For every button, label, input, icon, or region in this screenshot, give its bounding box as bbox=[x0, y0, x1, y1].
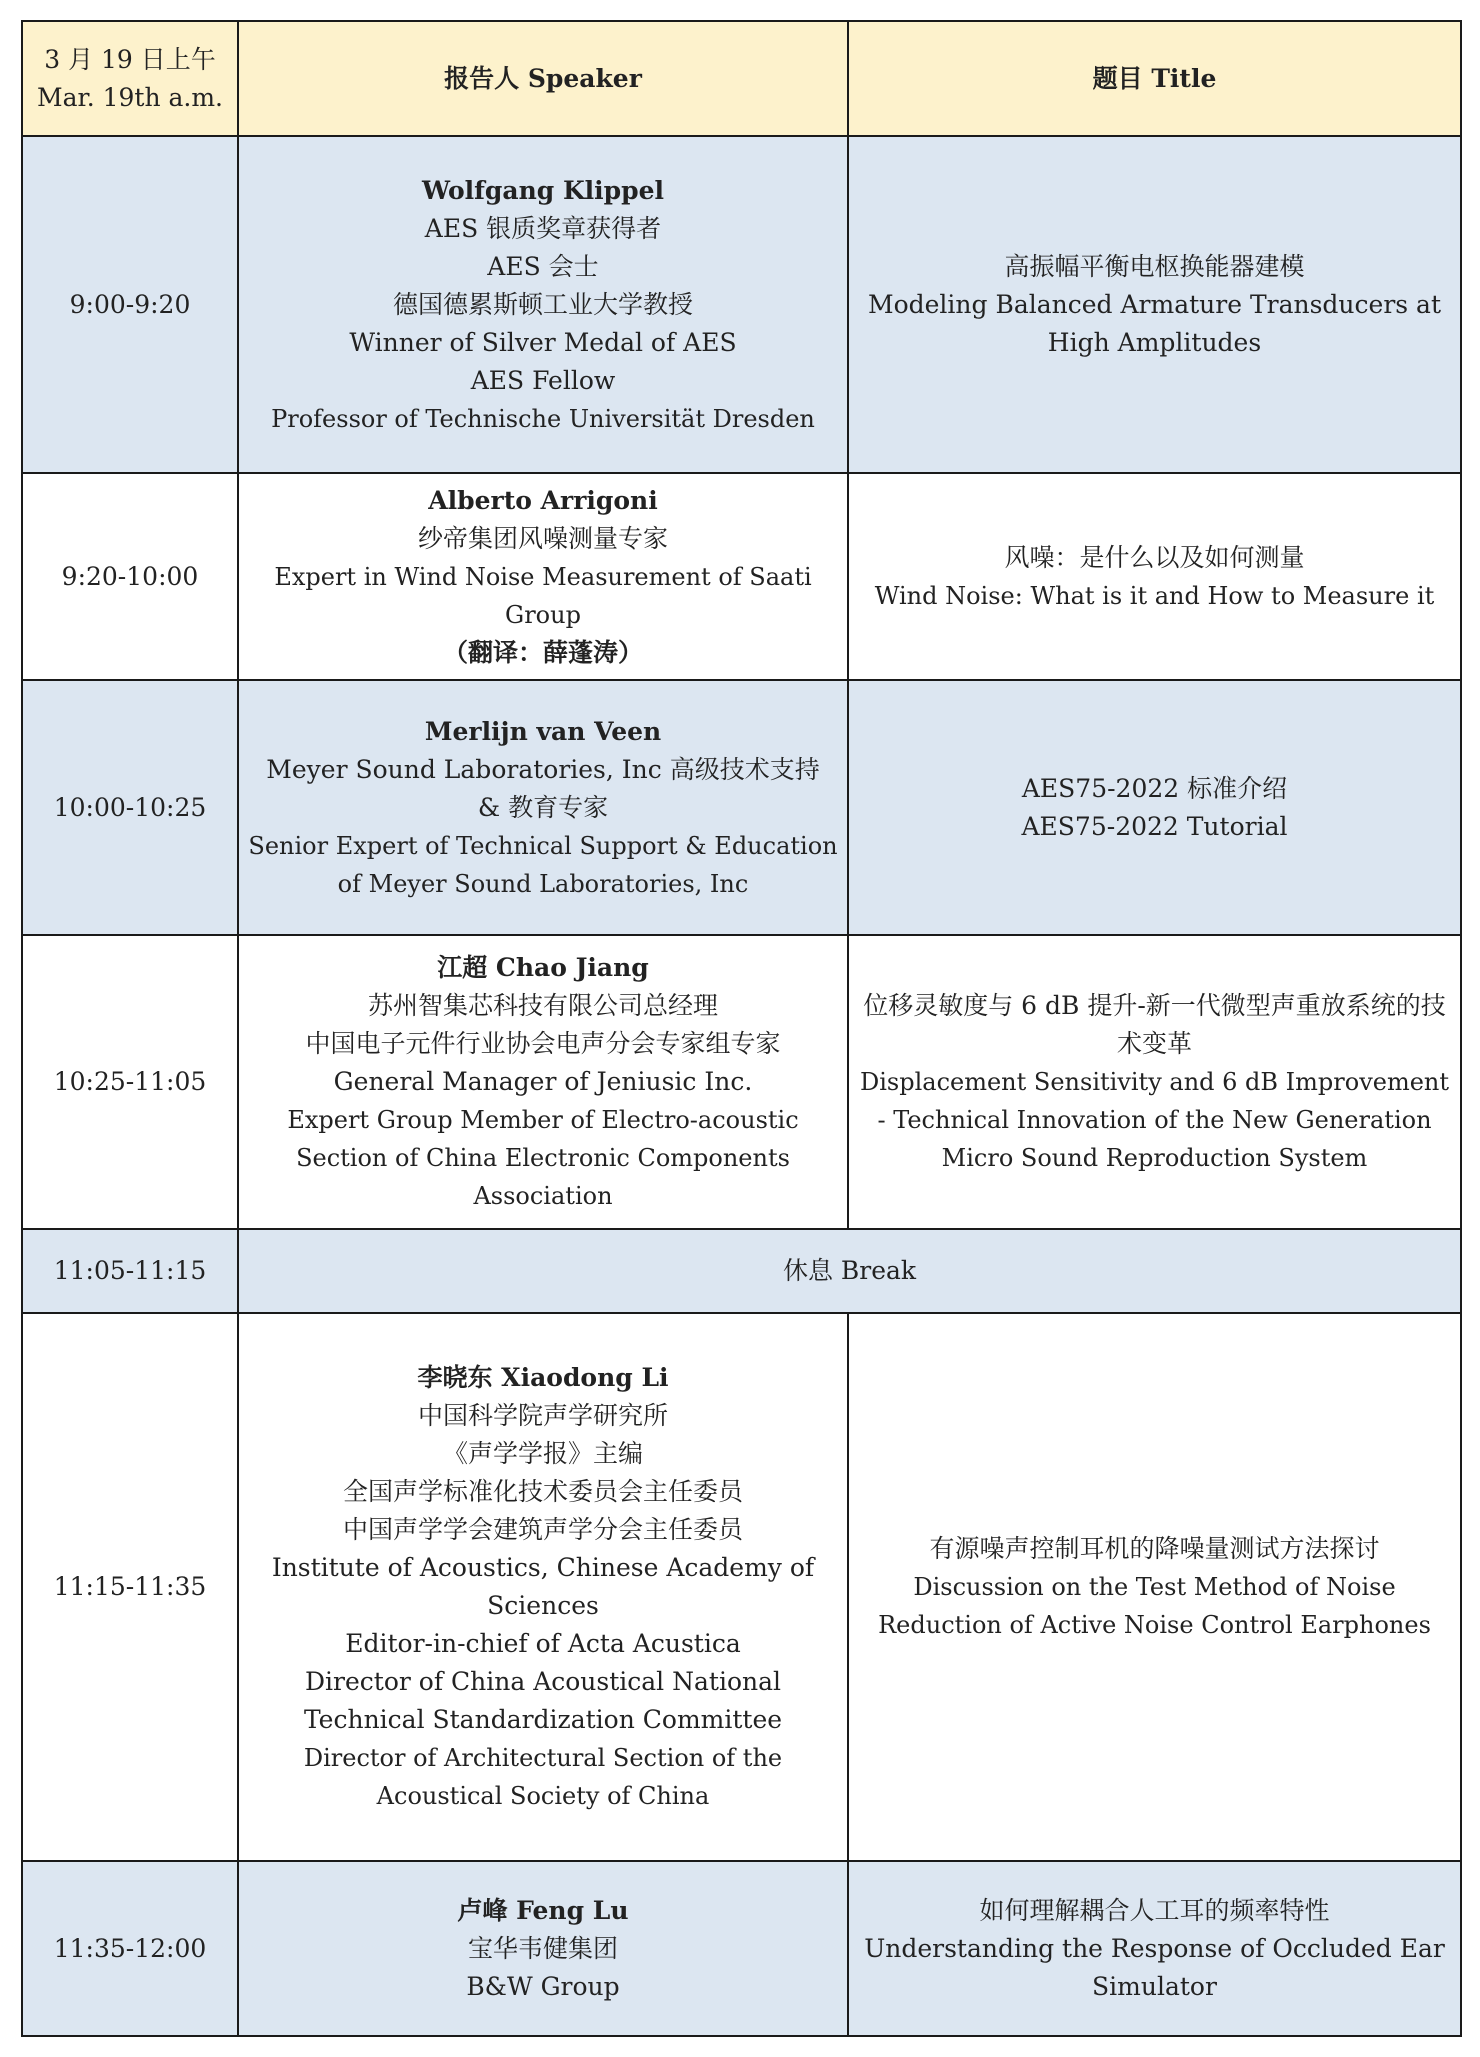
title-en: Understanding the Response of Occluded Ear Simulator bbox=[864, 1933, 1445, 2001]
speaker-line: B&W Group bbox=[466, 1971, 620, 2001]
speaker-name: Merlijn van Veen bbox=[424, 716, 662, 746]
speaker-line: General Manager of Jeniusic Inc. bbox=[333, 1067, 753, 1096]
speaker-name: Alberto Arrigoni bbox=[428, 485, 658, 515]
speaker-name: Wolfgang Klippel bbox=[421, 175, 665, 205]
speaker-line: Director of Architectural Section of the Acoustical Society of China bbox=[303, 1744, 783, 1810]
speaker-line: AES 银质奖章获得者 bbox=[424, 213, 662, 243]
speaker-line: Meyer Sound Laboratories, Inc 高级技术支持 bbox=[266, 754, 820, 784]
speaker-line: 全国声学标准化技术委员会主任委员 bbox=[342, 1477, 743, 1506]
title-en: Wind Noise: What is it and How to Measure it bbox=[874, 581, 1435, 610]
time-cell: 10:00-10:25 bbox=[22, 680, 238, 935]
time-cell: 11:15-11:35 bbox=[22, 1313, 238, 1861]
title-cell bbox=[848, 1313, 1461, 1861]
speaker-cell bbox=[238, 1861, 848, 2036]
title-zh: 高振幅平衡电枢换能器建模 bbox=[1004, 251, 1305, 281]
speaker-line: Expert in Wind Noise Measurement of Saati Group bbox=[274, 562, 812, 629]
title-en: Modeling Balanced Armature Transducers at High Amplitudes bbox=[867, 289, 1441, 357]
title-zh: AES75-2022 标准介绍 bbox=[1021, 773, 1288, 803]
speaker-line: 中国电子元件行业协会电声分会专家组专家 bbox=[305, 1029, 781, 1058]
title-cell bbox=[848, 680, 1461, 935]
title-zh: 有源噪声控制耳机的降噪量测试方法探讨 bbox=[929, 1534, 1380, 1563]
speaker-line: Editor-in-chief of Acta Acustica bbox=[345, 1629, 741, 1658]
title-zh: 风噪：是什么以及如何测量 bbox=[1004, 542, 1305, 572]
speaker-cell bbox=[238, 473, 848, 680]
time-cell: 11:35-12:00 bbox=[22, 1861, 238, 2036]
title-en: AES75-2022 Tutorial bbox=[1021, 811, 1288, 841]
title-zh: 位移灵敏度与 6 dB 提升-新一代微型声重放系统的技术变革 bbox=[863, 991, 1446, 1058]
speaker-line: 苏州智集芯科技有限公司总经理 bbox=[367, 991, 718, 1020]
table-row bbox=[22, 935, 1461, 1229]
speaker-line: Director of China Acoustical National Technical Standardization Committee bbox=[303, 1667, 783, 1734]
speaker-header: 报告人 Speaker bbox=[238, 21, 848, 136]
speaker-name: 卢峰 Feng Lu bbox=[457, 1895, 629, 1925]
speaker-line: 中国声学学会建筑声学分会主任委员 bbox=[342, 1515, 743, 1544]
speaker-line: 纱帝集团风噪测量专家 bbox=[417, 523, 668, 553]
table-row bbox=[22, 473, 1461, 680]
speaker-line: 宝华韦健集团 bbox=[467, 1933, 618, 1963]
translator-note: （翻译：薛蓬涛） bbox=[442, 637, 643, 667]
speaker-cell bbox=[238, 680, 848, 935]
title-en: Displacement Sensitivity and 6 dB Improvement - Technical Innovation of the New Generation Micro Sound Reproduction System bbox=[859, 1068, 1450, 1172]
speaker-name: 江超 Chao Jiang bbox=[437, 953, 649, 982]
speaker-line: 德国德累斯顿工业大学教授 bbox=[392, 289, 693, 319]
speaker-line: Expert Group Member of Electro-acoustic Section of China Electronic Components Association bbox=[287, 1106, 799, 1210]
title-cell bbox=[848, 935, 1461, 1229]
title-cell bbox=[848, 136, 1461, 473]
time-cell: 9:00-9:20 bbox=[22, 136, 238, 473]
speaker-line: Professor of Technische Universität Dresden bbox=[271, 404, 815, 433]
speaker-line: Winner of Silver Medal of AES bbox=[349, 327, 737, 357]
date-zh: 3 月 19 日上午 bbox=[44, 44, 216, 74]
table-row bbox=[22, 680, 1461, 935]
title-en: Discussion on the Test Method of Noise Reduction of Active Noise Control Earphones bbox=[878, 1573, 1431, 1639]
time-cell: 10:25-11:05 bbox=[22, 935, 238, 1229]
speaker-line: AES Fellow bbox=[470, 365, 616, 395]
break-cell: 休息 Break bbox=[238, 1229, 1461, 1313]
table-header-row bbox=[22, 21, 1461, 136]
table-row bbox=[22, 136, 1461, 473]
speaker-cell bbox=[238, 935, 848, 1229]
speaker-line: & 教育专家 bbox=[477, 792, 609, 822]
schedule-table bbox=[21, 20, 1462, 2037]
title-cell bbox=[848, 473, 1461, 680]
speaker-line: Institute of Acoustics, Chinese Academy of Sciences bbox=[271, 1553, 815, 1620]
speaker-line: Senior Expert of Technical Support & Education of Meyer Sound Laboratories, Inc bbox=[248, 831, 838, 898]
table-row bbox=[22, 1313, 1461, 1861]
speaker-line: 《声学学报》主编 bbox=[442, 1439, 643, 1468]
table-row bbox=[22, 1861, 1461, 2036]
speaker-name: 李晓东 Xiaodong Li bbox=[417, 1363, 669, 1392]
time-cell: 9:20-10:00 bbox=[22, 473, 238, 680]
time-cell: 11:05-11:15 bbox=[22, 1229, 238, 1313]
break-row bbox=[22, 1229, 1461, 1313]
title-zh: 如何理解耦合人工耳的频率特性 bbox=[979, 1895, 1330, 1925]
title-header: 题目 Title bbox=[848, 21, 1461, 136]
speaker-line: AES 会士 bbox=[487, 251, 599, 281]
date-header bbox=[22, 21, 238, 136]
speaker-cell bbox=[238, 1313, 848, 1861]
speaker-line: 中国科学院声学研究所 bbox=[417, 1401, 668, 1430]
title-cell bbox=[848, 1861, 1461, 2036]
speaker-cell bbox=[238, 136, 848, 473]
date-en: Mar. 19th a.m. bbox=[36, 82, 223, 112]
